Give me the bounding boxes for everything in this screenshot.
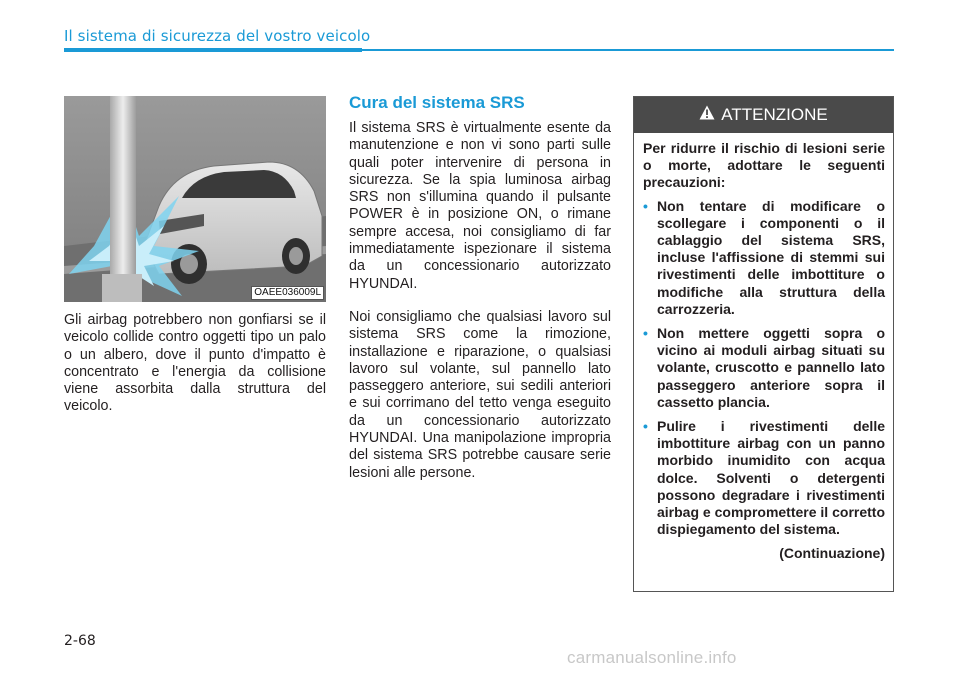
left-body-text: Gli airbag potrebbero non gonfiarsi se il veicolo collide contro oggetti tipo un palo o un albero, dove il punto d'impatto è concentrato e l'energia da collisione viene assorbita dalla struttura del veicolo.	[64, 312, 326, 415]
watermark: carmanualsonline.info	[567, 648, 737, 667]
list-item-text: Non tentare di modificare o scollegare i componenti o il cablaggio del sistema SRS, incluse l'affissione di stemmi sui rivestimenti delle imbottiture o modifiche alla struttura della carrozzeria.	[657, 197, 885, 317]
list-item	[643, 418, 885, 538]
middle-paragraph-2: Noi consigliamo che qualsiasi lavoro sul sistema SRS come la rimozione, installazione e riparazione, o qualsiasi lavoro sul volante, sul pannello lato passeggero anteriore, sui sedili anteriori e sui corrimano del tetto venga eseguito da un concessionario autorizzato HYUNDAI. Una manipolazione impropria del sistema SRS potrebbe causare serie lesioni alle persone.	[349, 309, 611, 481]
car-collision-illustration	[64, 96, 326, 302]
warning-title: ATTENZIONE	[721, 105, 828, 124]
list-item-text: Non mettere oggetti sopra o vicino ai moduli airbag situati su volante, cruscotto e pannello lato passeggero anteriore sopra il cassetto plancia.	[657, 325, 885, 410]
continuation-note: (Continuazione)	[779, 545, 885, 562]
page-number: 2-68	[64, 633, 96, 649]
warning-list	[643, 198, 885, 539]
header-rule-thick	[64, 48, 362, 52]
list-item	[643, 198, 885, 318]
bullet-icon: •	[643, 325, 648, 342]
header-rule-thin	[362, 49, 894, 51]
car-pole-image	[64, 96, 326, 302]
middle-paragraph-1: Il sistema SRS è virtualmente esente da manutenzione e non vi sono parti sulle quali poter intervenire di persona in sicurezza. Se la spia luminosa airbag SRS non s'illumina quando il pulsante POWER è in posizione ON, o rimane sempre accesa, noi consigliamo di far immediatamente ispezionare il sistema da un concessionario autorizzato HYUNDAI.	[349, 120, 611, 292]
bullet-icon: •	[643, 418, 648, 435]
warning-header	[634, 97, 893, 133]
warning-triangle-icon	[699, 105, 715, 125]
list-item	[643, 325, 885, 411]
bullet-icon: •	[643, 197, 648, 214]
warning-box	[633, 96, 894, 592]
figure-code-label: OAEE036009L	[251, 286, 324, 300]
warning-intro: Per ridurre il rischio di lesioni serie o morte, adottare le seguenti precauzioni:	[643, 140, 885, 191]
page-section-title: Il sistema di sicurezza del vostro veicolo	[64, 27, 371, 45]
list-item-text: Pulire i rivestimenti delle imbottiture airbag con un panno morbido inumidito con acqua dolce. Solventi o detergenti possono degradare i rivestimenti airbag e compromettere il corretto dispiegamento del sistema.	[657, 418, 885, 538]
section-heading: Cura del sistema SRS	[349, 93, 525, 112]
